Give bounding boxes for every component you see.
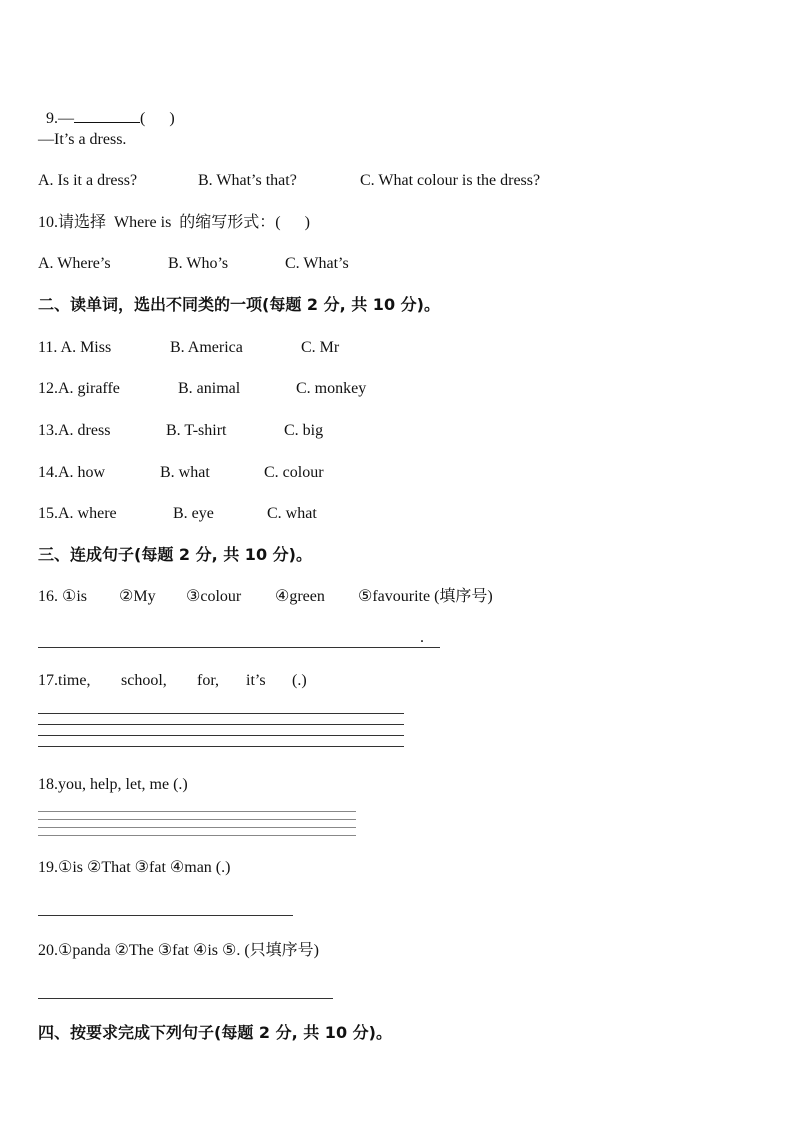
q9-option-b: B. What’s that?: [198, 172, 297, 189]
q16-period: .: [420, 629, 424, 646]
q19-prompt: 19.①is ②That ③fat ④man (.): [38, 859, 231, 876]
q17-word-3: for,: [197, 672, 220, 689]
q16-word-1: 16. ①is: [38, 588, 88, 605]
q20-prompt: 20.①panda ②The ③fat ④is ⑤. (只填序号): [38, 942, 320, 959]
q9-option-c: C. What colour is the dress?: [360, 172, 541, 189]
q18-writing-line-1[interactable]: [38, 811, 356, 812]
q10-option-c: C. What’s: [285, 255, 349, 272]
q18-prompt: 18.you, help, let, me (.): [38, 776, 188, 793]
q13-option-b: B. T-shirt: [166, 422, 227, 439]
q17-writing-line-3[interactable]: [38, 735, 404, 736]
q17-writing-line-2[interactable]: [38, 724, 404, 725]
q17-word-1: 17.time,: [38, 672, 91, 689]
q18-writing-line-4[interactable]: [38, 835, 356, 836]
section2-heading: 二、读单词，选出不同类的一项(每题 2 分, 共 10 分)。: [38, 295, 440, 314]
q16-answer-line[interactable]: [38, 647, 440, 648]
q20-answer-line[interactable]: [38, 998, 333, 999]
q9-dash: —: [58, 110, 74, 127]
q16-word-5: ⑤favourite (填序号): [358, 588, 493, 605]
q10-option-b: B. Who’s: [168, 255, 229, 272]
q17-word-2: school,: [121, 672, 167, 689]
q15-option-a: 15.A. where: [38, 505, 117, 522]
q14-option-b: B. what: [160, 464, 210, 481]
section3-heading: 三、连成句子(每题 2 分, 共 10 分)。: [38, 545, 312, 564]
q19-answer-line[interactable]: [38, 915, 293, 916]
q18-writing-line-3[interactable]: [38, 827, 356, 828]
q16-word-4: ④green: [275, 588, 325, 605]
q9-paren: ( ): [140, 110, 175, 127]
q17-word-5: (.): [292, 672, 307, 689]
q11-option-a: 11. A. Miss: [38, 339, 112, 356]
q9-answer-blank[interactable]: [74, 108, 140, 123]
q17-word-4: it’s: [246, 672, 266, 689]
q14-option-c: C. colour: [264, 464, 324, 481]
q18-writing-line-2[interactable]: [38, 819, 356, 820]
q16-word-3: ③colour: [186, 588, 242, 605]
section4-heading: 四、按要求完成下列句子(每题 2 分, 共 10 分)。: [38, 1023, 392, 1042]
q13-option-a: 13.A. dress: [38, 422, 111, 439]
q11-option-b: B. America: [170, 339, 243, 356]
q15-option-c: C. what: [267, 505, 317, 522]
q9-option-a: A. Is it a dress?: [38, 172, 138, 189]
q12-option-b: B. animal: [178, 380, 241, 397]
q9-response: —It’s a dress.: [38, 131, 127, 148]
q15-option-b: B. eye: [173, 505, 214, 522]
q16-word-2: ②My: [119, 588, 156, 605]
q17-writing-line-1[interactable]: [38, 713, 404, 714]
q10-prompt: 10.请选择 Where is 的缩写形式：( ): [38, 214, 310, 231]
q14-option-a: 14.A. how: [38, 464, 106, 481]
q9-number: 9.: [46, 110, 58, 127]
q11-option-c: C. Mr: [301, 339, 340, 356]
q12-option-a: 12.A. giraffe: [38, 380, 120, 397]
q9-prompt: [38, 88, 175, 129]
q17-writing-line-4[interactable]: [38, 746, 404, 747]
q13-option-c: C. big: [284, 422, 324, 439]
q12-option-c: C. monkey: [296, 380, 367, 397]
q10-option-a: A. Where’s: [38, 255, 111, 272]
